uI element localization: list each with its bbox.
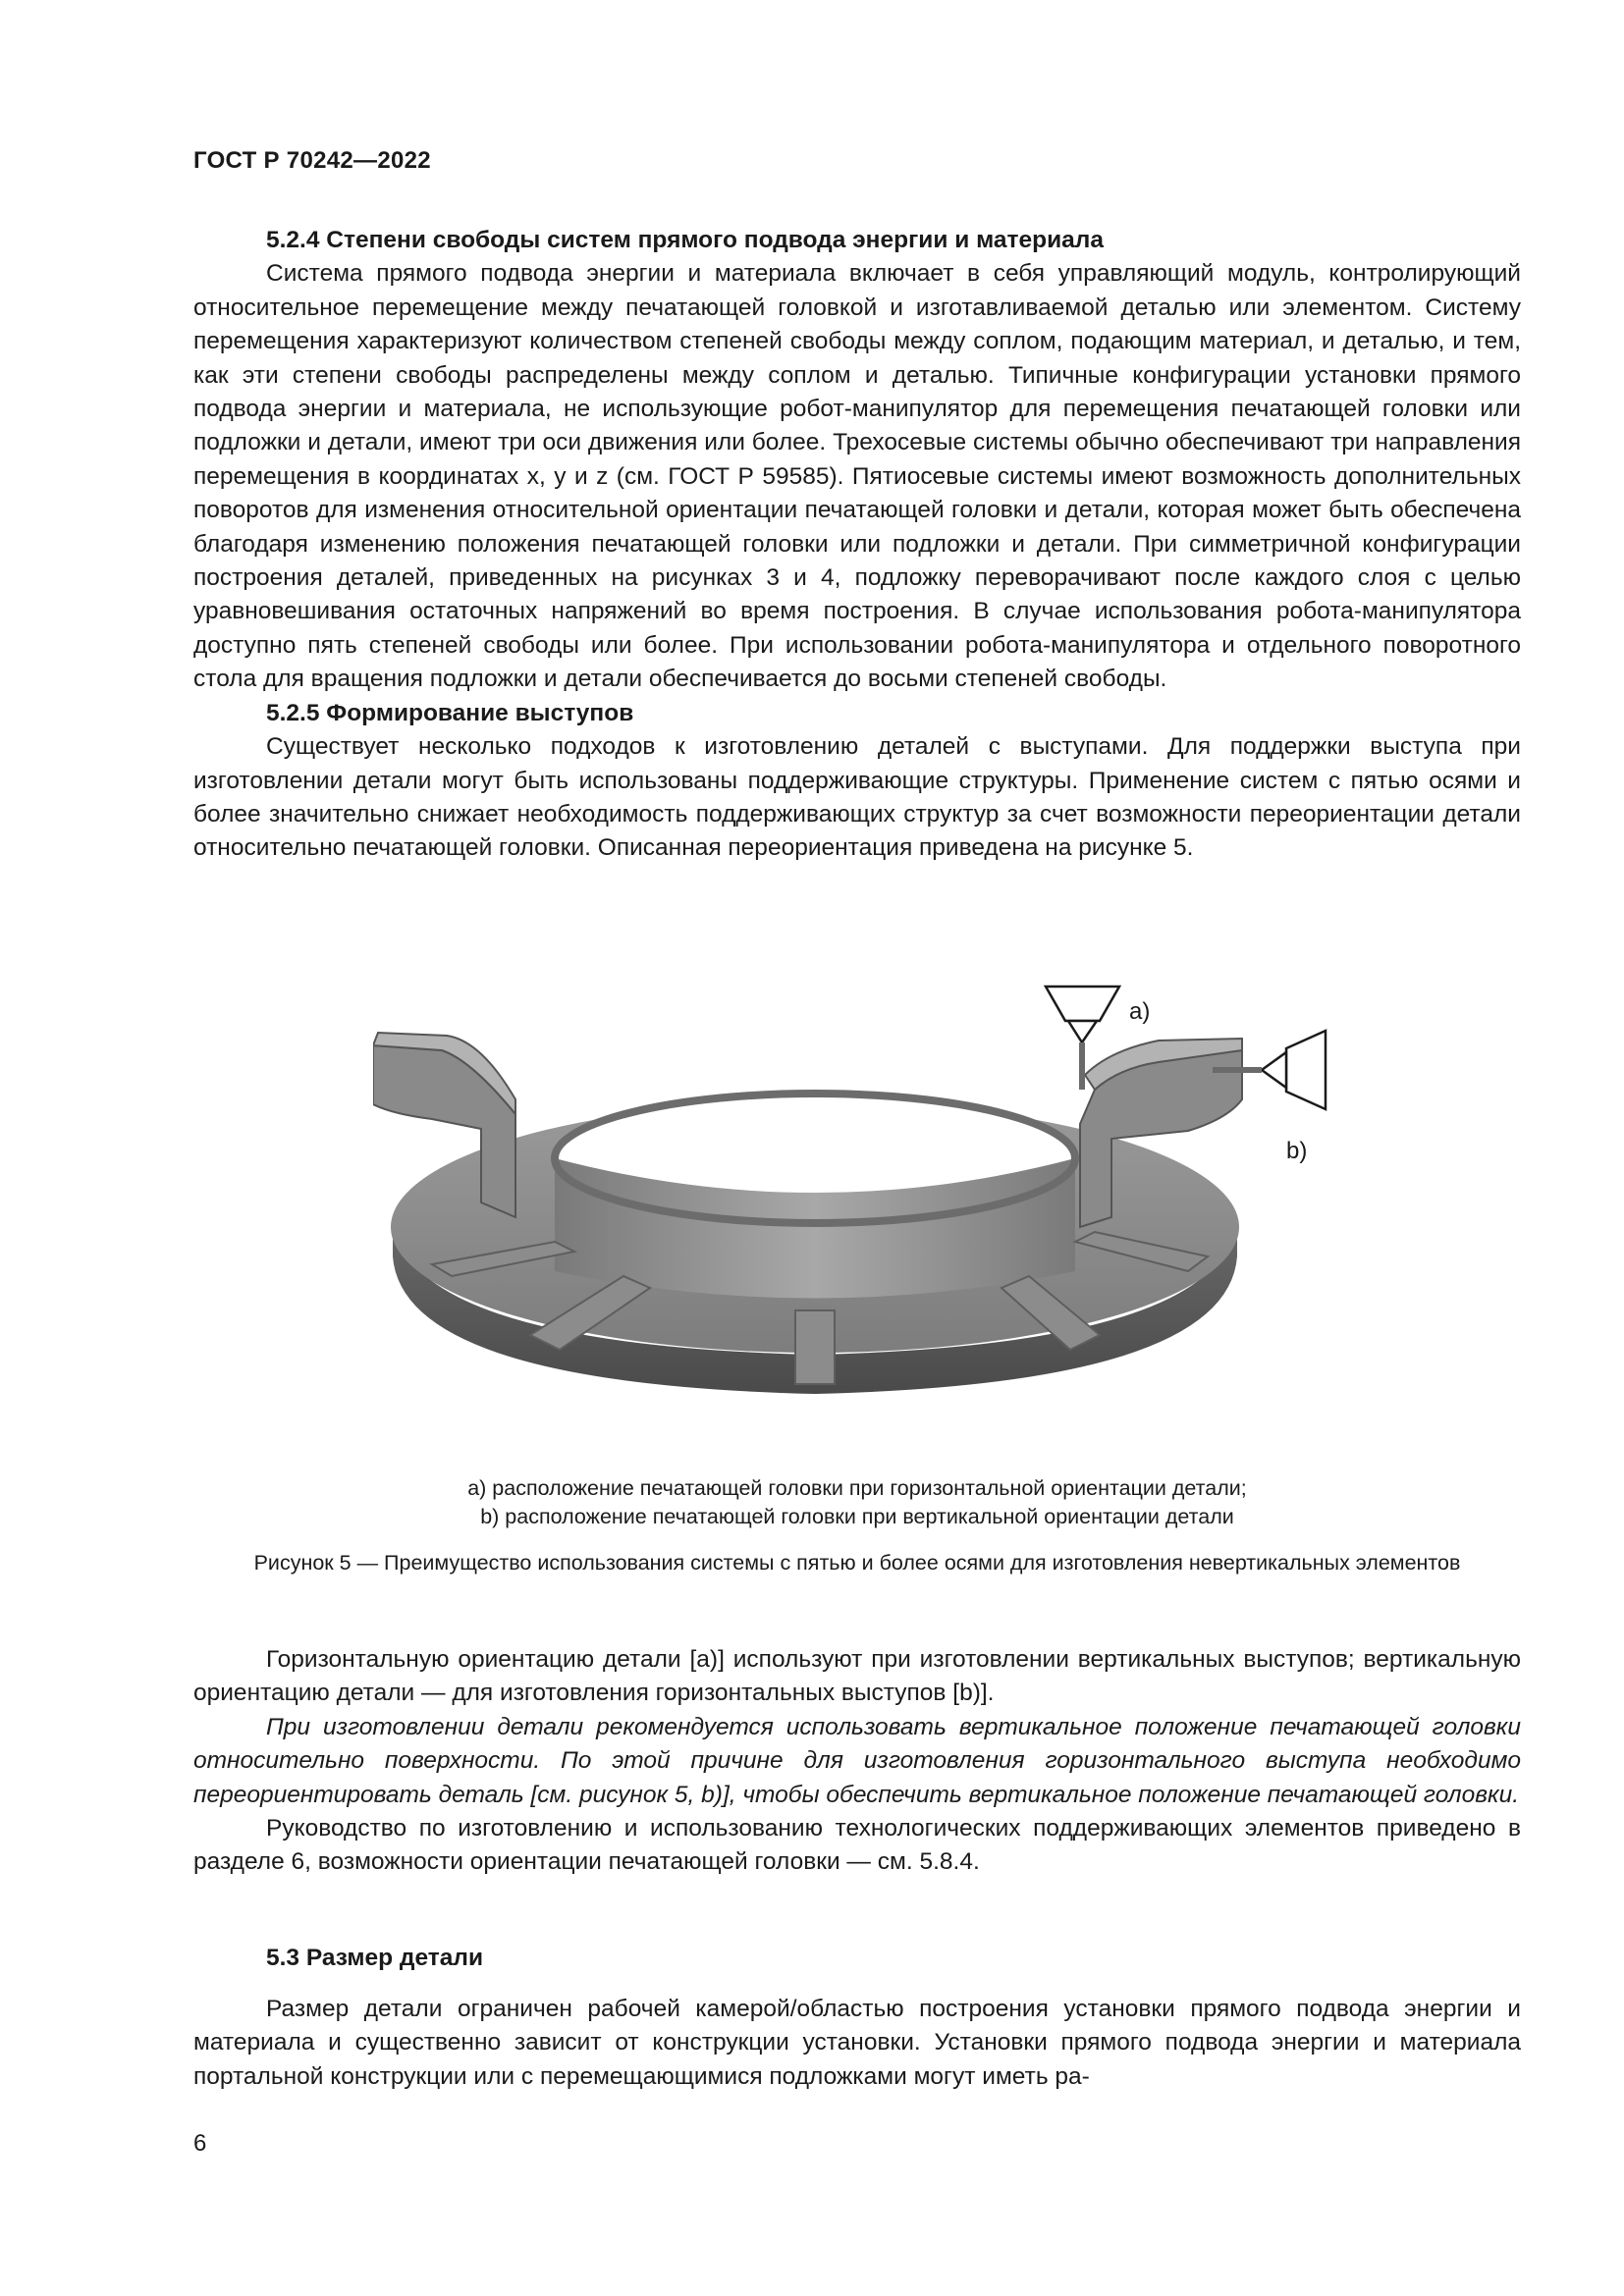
after-figure-text (193, 1643, 1521, 1880)
figure-title: Рисунок 5 — Преимущество использования системы с пятью и более осями для изготовления невертикальных элементов (253, 1551, 1461, 1575)
section-heading: 5.3 Размер детали (266, 1945, 484, 1971)
section-5-2-4 (193, 224, 1521, 866)
paragraph: Размер детали ограничен рабочей камерой/областью построения установки прямого подвода энергии и материала и существенно зависит от конструкции установки. Установки прямого подвода энергии и материала портальной конструкции или с перемещающимися подложками могут иметь ра- (193, 1996, 1521, 2090)
page-number: 6 (193, 2130, 207, 2157)
paragraph: Руководство по изготовлению и использованию технологических поддерживающих элементов приведено в разделе 6, возможности ориентации печатающей головки — см. 5.8.4. (193, 1815, 1521, 1876)
section-heading: 5.2.4 Степени свободы систем прямого подвода энергии и материала (266, 227, 1104, 253)
document-header: ГОСТ Р 70242—2022 (193, 147, 431, 174)
figure-5-illustration (373, 982, 1335, 1394)
paragraph: Горизонтальную ориентацию детали [a)] используют при изготовлении вертикальных выступов; вертикальную ориентацию детали — для изготовления горизонтальных выступов [b)]. (193, 1646, 1521, 1707)
figure-legend (193, 1474, 1521, 1531)
paragraph: Существует несколько подходов к изготовлению деталей с выступами. Для поддержки выступа при изготовлении детали могут быть использованы поддерживающие структуры. Применение систем с пятью осями и более значительно снижает необходимость поддерживающих структур за счет возможности переориентации детали относительно печатающей головки. Описанная переориентация приведена на рисунке 5. (193, 733, 1521, 862)
legend-b: b) расположение печатающей головки при вертикальной ориентации детали (480, 1505, 1234, 1528)
note-paragraph: При изготовлении детали рекомендуется использовать вертикальное положение печатающей головки относительно поверхности. По этой причине для изготовления горизонтального выступа необходимо переориентировать деталь [см. рисунок 5, b)], чтобы обеспечить вертикальное положение печатающей головки. (193, 1713, 1521, 1808)
paragraph: Система прямого подвода энергии и материала включает в себя управляющий модуль, контролирующий относительное перемещение между печатающей головкой и изготавливаемой деталью или элементом. Систему перемещения характеризуют количеством степеней свободы между соплом, подающим материал, и деталью, и тем, как эти степени свободы распределены между соплом и деталью. Типичные конфигурации установки прямого подвода энергии и материала, не использующие робот-манипулятор для перемещения печатающей головки или подложки и детали, имеют три оси движения или более. Трехосевые системы обычно обеспечивают три направления перемещения в координатах x, y и z (см. ГОСТ Р 59585). Пятиосевые системы имеют возможность дополнительных поворотов для изменения относительной ориентации печатающей головки и детали, которая может быть обеспечена благодаря изменению положения печатающей головки или подложки и детали. При симметричной конфигурации построения деталей, приведенных на рисунках 3 и 4, подложку переворачивают после каждого слоя с целью уравновешивания остаточных напряжений во время построения. В случае использования робота-манипулятора доступно пять степеней свободы или более. При использовании робота-манипулятора и отдельного поворотного стола для вращения подложки и детали обеспечивается до восьми степеней свободы. (193, 260, 1521, 693)
legend-a: a) расположение печатающей головки при горизонтальной ориентации детали; (467, 1476, 1247, 1500)
label-a: a) (1129, 998, 1151, 1025)
section-5-3 (193, 1942, 1521, 1975)
label-b: b) (1286, 1138, 1308, 1164)
section-heading: 5.2.5 Формирование выступов (266, 699, 634, 726)
section-5-3-body (193, 1993, 1521, 2094)
